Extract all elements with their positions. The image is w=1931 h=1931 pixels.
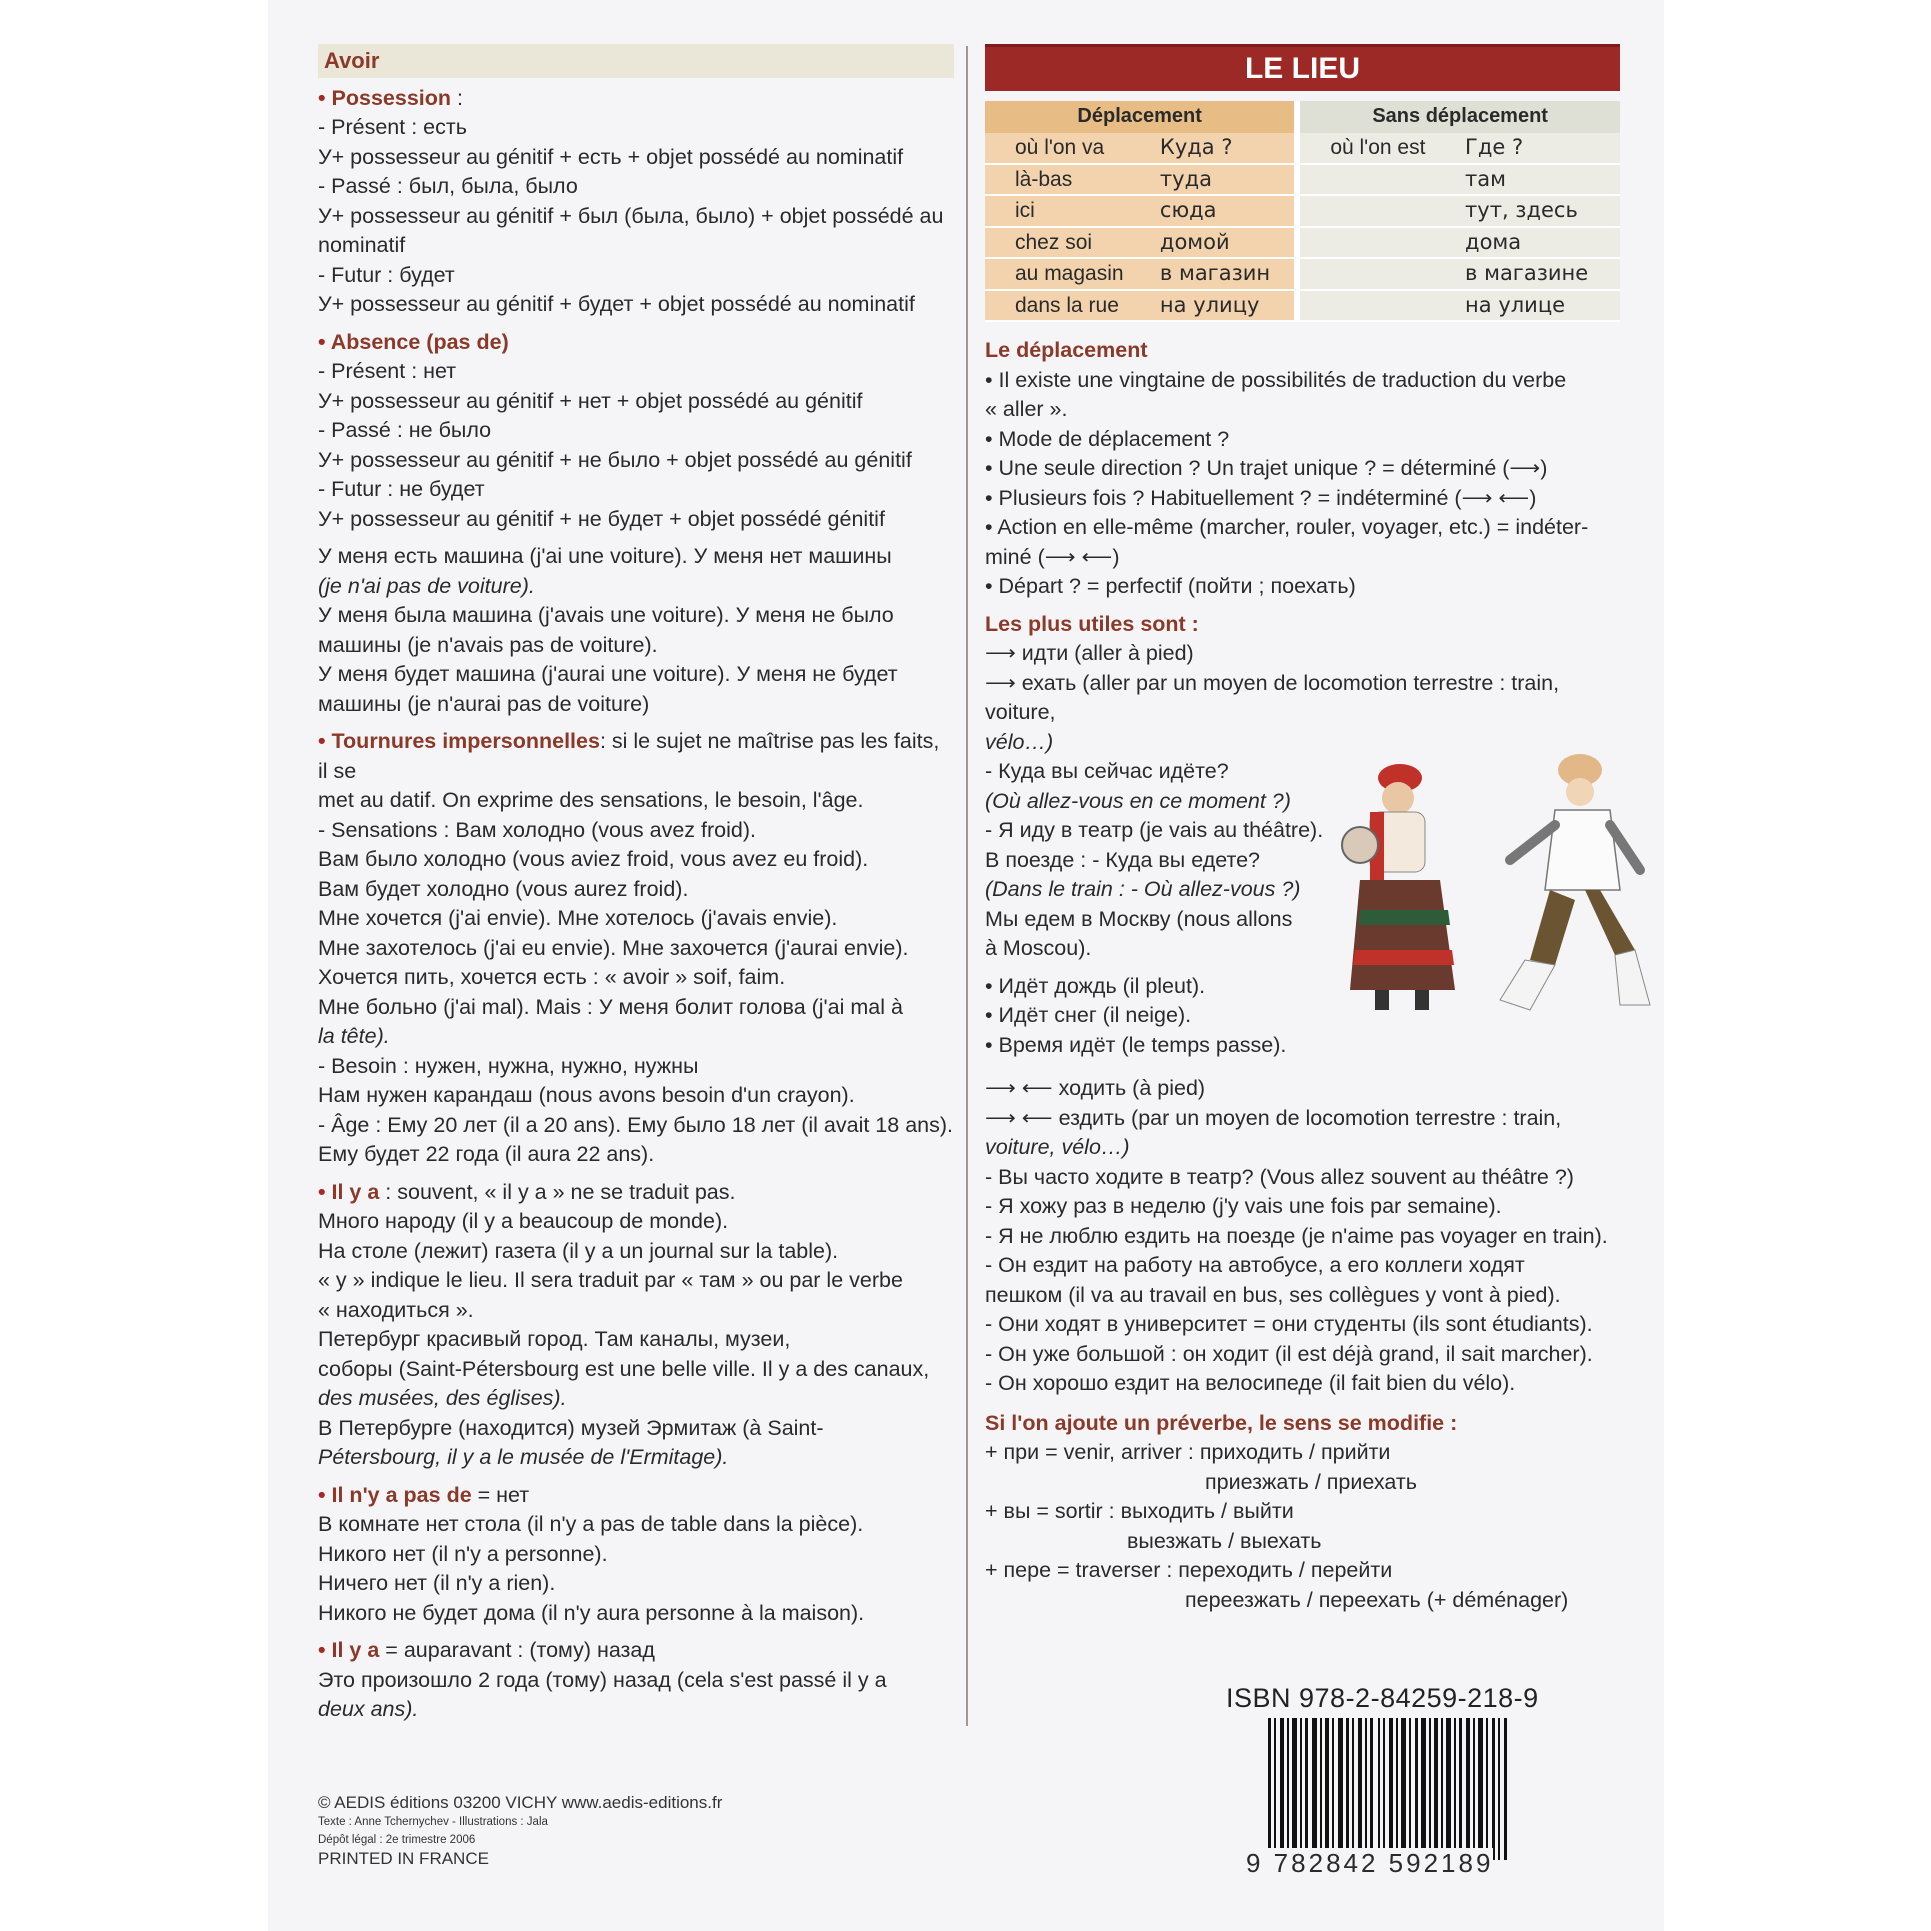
text-line: В комнате нет стола (il n'y a pas de table dans la pièce). (318, 1512, 864, 1536)
barcode-number: 9 782842 592189 (1246, 1848, 1494, 1878)
text-line: (Où allez-vous en ce moment ?) (985, 788, 1291, 813)
table-row (985, 258, 1620, 290)
text-line: Pétersbourg, il y a le musée de l'Ermitage). (318, 1445, 729, 1469)
possession-title: Possession (331, 85, 452, 110)
table-cell: на улицу (1150, 290, 1297, 322)
ilya-title: Il y a (331, 1179, 380, 1204)
text-line: выезжать / выехать (1127, 1528, 1322, 1553)
text-line: « у » indique le lieu. Il sera traduit par « там » ou par le verbe (318, 1268, 903, 1292)
text-line: met au datif. On exprime des sensations, le besoin, l'âge. (318, 788, 864, 812)
text-line: - Présent : есть (318, 115, 467, 139)
text-line: • Une seule direction ? Un trajet unique ? = déterminé (⟶) (985, 456, 1548, 480)
text-line: пешком (il va au travail en bus, ses collègues y vont à pied). (985, 1282, 1561, 1307)
lieu-table (985, 101, 1620, 322)
verbs-block (985, 1074, 1620, 1399)
tournures-intro: : si le sujet ne maîtrise pas les faits, il se (318, 729, 940, 783)
text-line: Вам было холодно (vous aviez froid, vous avez eu froid). (318, 847, 869, 871)
text-line: У+ possesseur au génitif + будет + objet possédé au nominatif (318, 292, 915, 316)
text-line: ⟶ идти (aller à pied) (985, 641, 1194, 665)
text-line: На столе (лежит) газета (il y a un journal sur la table). (318, 1238, 839, 1263)
deplacement-block (985, 336, 1620, 602)
table-row (985, 290, 1620, 322)
text-line: Петербург красивый город. Там каналы, музеи, (318, 1327, 791, 1351)
ilya2-title: Il y a (331, 1638, 380, 1662)
text-line: voiture, vélo…) (985, 1135, 1130, 1159)
footer-depot: Dépôt légal : 2e trimestre 2006 (318, 1834, 476, 1846)
table-cell: там (1455, 164, 1620, 196)
text-line: Мне хочется (j'ai envie). Мне хотелось (j'avais envie). (318, 906, 838, 930)
table-cell: où l'on va (985, 133, 1150, 164)
examples-block (318, 542, 954, 719)
text-line: - Они ходят в университет = они студенты (ils sont étudiants). (985, 1312, 1593, 1336)
dancers-illustration (1330, 750, 1665, 1050)
text-line: - Вы часто ходите в театр? (Vous allez souvent au théâtre ?) (985, 1164, 1574, 1189)
text-line: - Sensations : Вам холодно (vous avez froid). (318, 817, 756, 842)
text-line: - Présent : нет (318, 359, 457, 383)
footer-printed: PRINTED IN FRANCE (318, 1849, 489, 1868)
table-cell: au magasin (985, 258, 1150, 290)
text-line: - Он уже большой : он ходит (il est déjà grand, il sait marcher). (985, 1341, 1593, 1366)
text-line: • Идёт дождь (il pleut). (985, 973, 1206, 998)
page-title: LE LIEU (985, 44, 1620, 91)
text-line: соборы (Saint-Pétersbourg est une belle ville. Il y a des canaux, (318, 1356, 930, 1381)
text-line: • Mode de déplacement ? (985, 426, 1230, 451)
text-line: - Он ездит на работу на автобусе, а его коллеги ходят (985, 1253, 1525, 1277)
text-line: - Я иду в театр (je vais au théâtre). (985, 818, 1324, 842)
text-line: Хочется пить, хочется есть : « avoir » soif, faim. (318, 965, 786, 989)
preverbs-title: Si l'on ajoute un préverbe, le sens se modifie : (985, 1410, 1458, 1435)
text-line: Ему будет 22 года (il aura 22 ans). (318, 1142, 655, 1166)
table-cell: chez soi (985, 227, 1150, 259)
text-line: • Plusieurs fois ? Habituellement ? = indéterminé (⟶ ⟵) (985, 485, 1537, 510)
text-line: - Куда вы сейчас идёте? (985, 759, 1229, 783)
text-line: переезжать / переехать (+ déménager) (1185, 1587, 1569, 1612)
table-cell: домой (1150, 227, 1297, 259)
example-line: машины (je n'avais pas de voiture). (318, 632, 658, 657)
preverbs-block (985, 1409, 1620, 1616)
text-line: Это произошло 2 года (тому) назад (cela s'est passé il y a (318, 1667, 887, 1692)
text-line: - Я хожу раз в неделю (j'y vais une fois par semaine). (985, 1194, 1502, 1218)
text-line: У+ possesseur au génitif + не было + objet possédé au génitif (318, 447, 912, 472)
text-line: - Âge : Ему 20 лет (il a 20 ans). Ему было 18 лет (il avait 18 ans). (318, 1112, 953, 1137)
table-cell: тут, здесь (1455, 195, 1620, 227)
table-cell: Где ? (1455, 133, 1620, 164)
text-line: « находиться ». (318, 1297, 474, 1322)
text-line: - Я не люблю ездить на поезде (je n'aime pas voyager en train). (985, 1223, 1608, 1248)
text-line: Мне захотелось (j'ai eu envie). Мне захочется (j'aurai envie). (318, 935, 909, 960)
nya-block: • Il n'y a pas de = нет В комнате нет стола (il n'y a pas de table dans la pièce). Никого нет (il n'y a personne). Ничего нет (il n'y a rien). Никого не будет дома (il n'y aura personne à la maison). (318, 1481, 954, 1629)
text-line: ⟶ ⟵ ездить (par un moyen de locomotion terrestre : train, (985, 1105, 1562, 1130)
table-cell: là-bas (985, 164, 1150, 196)
example-line: У меня была машина (j'avais une voiture). У меня не было (318, 603, 894, 627)
table-cell: сюда (1150, 195, 1297, 227)
example-line: машины (je n'aurai pas de voiture) (318, 691, 650, 716)
table-cell: в магазине (1455, 258, 1620, 290)
text-line: - Passé : был, была, было (318, 174, 578, 198)
example-line: У меня есть машина (j'ai une voiture). У меня нет машины (318, 544, 892, 568)
text-line: приезжать / приехать (1205, 1469, 1417, 1494)
table-cell: туда (1150, 164, 1297, 196)
text-line: - Он хорошо ездит на велосипеде (il fait bien du vélo). (985, 1371, 1516, 1395)
text-line: В поезде : - Куда вы едете? (985, 847, 1261, 872)
ilya-block: • Il y a : souvent, « il y a » ne se traduit pas. Много народу (il y a beaucoup de monde). На столе (лежит) газета (il y a un journal sur la table). « у » indique le lieu. Il sera traduit par « там » ou par le verbe « находиться ». Петербург красивый город. Там каналы, музеи, соборы (Saint-Pétersbourg est une belle ville. Il y a des canaux, des musées, des églises). В Петербурге (находится) музей Эрмитаж (à Saint- Pétersbourg, il y a le musée de l'Ermitage). (318, 1178, 954, 1473)
table-cell: où l'on est (1297, 133, 1455, 164)
table-cell (1297, 164, 1455, 196)
footer-credits: Texte : Anne Tchernychev - Illustrations : Jala (318, 1816, 548, 1828)
text-line: • Время идёт (le temps passe). (985, 1032, 1287, 1057)
tournures-title: Tournures impersonnelles (331, 729, 600, 753)
text-line: Вам будет холодно (vous aurez froid). (318, 876, 689, 901)
table-cell: dans la rue (985, 290, 1150, 322)
text-line: Никого нет (il n'y a personne). (318, 1541, 608, 1566)
text-line: Ничего нет (il n'y a rien). (318, 1571, 556, 1595)
barcode (1268, 1718, 1508, 1860)
table-cell: ici (985, 195, 1150, 227)
tournures-block: • Tournures impersonnelles: si le sujet ne maîtrise pas les faits, il se met au datif. On exprime des sensations, le besoin, l'âge. - Sensations : Вам холодно (vous avez froid). Вам было холодно (vous aviez froid, vous avez eu froid). Вам будет холодно (vous aurez froid). Мне хочется (j'ai envie). Мне хотелось (j'avais envie). Мне захотелось (j'ai eu envie). Мне захочется (j'aurai envie). Хочется пить, хочется есть : « avoir » soif, faim. Мне больно (j'ai mal). Mais : У меня болит голова (j'ai mal à la tête). - Besoin : нужен, нужна, нужно, нужны Нам нужен карандаш (nous avons besoin d'un crayon). - Âge : Ему 20 лет (il a 20 ans). Ему было 18 лет (il avait 18 ans). Ему будет 22 года (il aura 22 ans). (318, 727, 954, 1170)
table-header-sans-deplacement: Sans déplacement (1297, 101, 1620, 133)
table-header-deplacement: Déplacement (985, 101, 1297, 133)
example-line: У меня будет машина (j'aurai une voiture). У меня не будет (318, 662, 898, 686)
example-line: (je n'ai pas de voiture). (318, 573, 535, 598)
table-cell (1297, 195, 1455, 227)
ilya2-block: • Il y a = auparavant : (тому) назад Это произошло 2 года (тому) назад (cela s'est passé il y a deux ans). (318, 1636, 954, 1725)
isbn-text: ISBN 978-2-84259-218-9 (1226, 1683, 1539, 1713)
left-column (318, 44, 954, 1733)
footer-publisher: © AEDIS éditions 03200 VICHY www.aedis-editions.fr (318, 1793, 723, 1812)
absence-block: • Absence (pas de) - Présent : нет У+ possesseur au génitif + нет + objet possédé au génitif - Passé : не было У+ possesseur au génitif + не было + objet possédé au génitif - Futur : не будет У+ possesseur au génitif + не будет + objet possédé génitif (318, 328, 954, 535)
text-line: У+ possesseur au génitif + не будет + objet possédé génitif (318, 506, 885, 531)
nya-intro: = нет (471, 1482, 530, 1507)
absence-title: Absence (pas de) (330, 329, 509, 354)
text-line: Много народу (il y a beaucoup de monde). (318, 1209, 729, 1233)
text-line: miné (⟶ ⟵) (985, 544, 1120, 569)
table-row (985, 227, 1620, 259)
section-header-avoir: Avoir (318, 44, 954, 78)
text-line: Нам нужен карандаш (nous avons besoin d'un crayon). (318, 1083, 855, 1107)
table-cell: в магазин (1150, 258, 1297, 290)
text-line: la tête). (318, 1024, 390, 1048)
text-line: Мы едем в Москву (nous allons (985, 906, 1293, 931)
text-line: • Départ ? = perfectif (пойти ; поехать) (985, 574, 1356, 598)
table-cell (1297, 258, 1455, 290)
text-line: - Futur : будет (318, 262, 455, 287)
column-divider (966, 46, 968, 1726)
text-line: Мне больно (j'ai mal). Mais : У меня болит голова (j'ai mal à (318, 994, 903, 1019)
table-cell (1297, 227, 1455, 259)
text-line: + при = venir, arriver : приходить / прийти (985, 1440, 1391, 1464)
text-line: - Futur : не будет (318, 477, 485, 501)
text-line: + пере = traverser : переходить / перейти (985, 1558, 1393, 1582)
text-line: vélo…) (985, 729, 1054, 754)
text-line: В Петербурге (находится) музей Эрмитаж (à Saint- (318, 1415, 824, 1440)
text-line: à Moscou). (985, 936, 1092, 960)
text-line: У+ possesseur au génitif + нет + objet possédé au génitif (318, 388, 863, 413)
deplacement-title: Le déplacement (985, 338, 1148, 362)
text-line: deux ans). (318, 1697, 419, 1721)
text-line: « aller ». (985, 397, 1068, 421)
ilya-intro: : souvent, « il y a » ne se traduit pas. (379, 1179, 736, 1204)
possession-block: • Possession : - Présent : есть У+ possesseur au génitif + есть + objet possédé au nominatif - Passé : был, была, было У+ possesseur au génitif + был (была, было) + objet possédé au nominatif - Futur : будет У+ possesseur au génitif + будет + objet possédé au nominatif (318, 84, 954, 320)
table-row (985, 133, 1620, 164)
text-line: + вы = sortir : выходить / выйти (985, 1499, 1294, 1523)
ilya2-intro: = auparavant : (тому) назад (379, 1638, 655, 1662)
table-cell: Куда ? (1150, 133, 1297, 164)
table-cell: дома (1455, 227, 1620, 259)
text-line: - Besoin : нужен, нужна, нужно, нужны (318, 1053, 699, 1078)
table-row (985, 164, 1620, 196)
utiles-title: Les plus utiles sont : (985, 611, 1199, 636)
table-row (985, 195, 1620, 227)
text-line: У+ possesseur au génitif + есть + objet possédé au nominatif (318, 144, 904, 169)
table-cell: на улице (1455, 290, 1620, 322)
text-line: • Action en elle-même (marcher, rouler, voyager, etc.) = indéter- (985, 515, 1589, 539)
table-cell (1297, 290, 1455, 322)
text-line: (Dans le train : - Où allez-vous ?) (985, 877, 1301, 901)
text-line: des musées, des églises). (318, 1386, 567, 1410)
text-line: У+ possesseur au génitif + был (была, было) + objet possédé au (318, 203, 944, 228)
text-line: nominatif (318, 233, 406, 257)
text-line: Никого не будет дома (il n'y aura personne à la maison). (318, 1600, 865, 1625)
text-line: • Идёт снег (il neige). (985, 1003, 1192, 1027)
nya-title: Il n'y a pas de (331, 1482, 472, 1507)
text-line: ⟶ ехать (aller par un moyen de locomotion terrestre : train, voiture, (985, 670, 1560, 724)
text-line: • Il existe une vingtaine de possibilités de traduction du verbe (985, 367, 1567, 392)
text-line: - Passé : не было (318, 418, 492, 442)
footer (318, 1793, 722, 1869)
text-line: ⟶ ⟵ ходить (à pied) (985, 1076, 1206, 1100)
